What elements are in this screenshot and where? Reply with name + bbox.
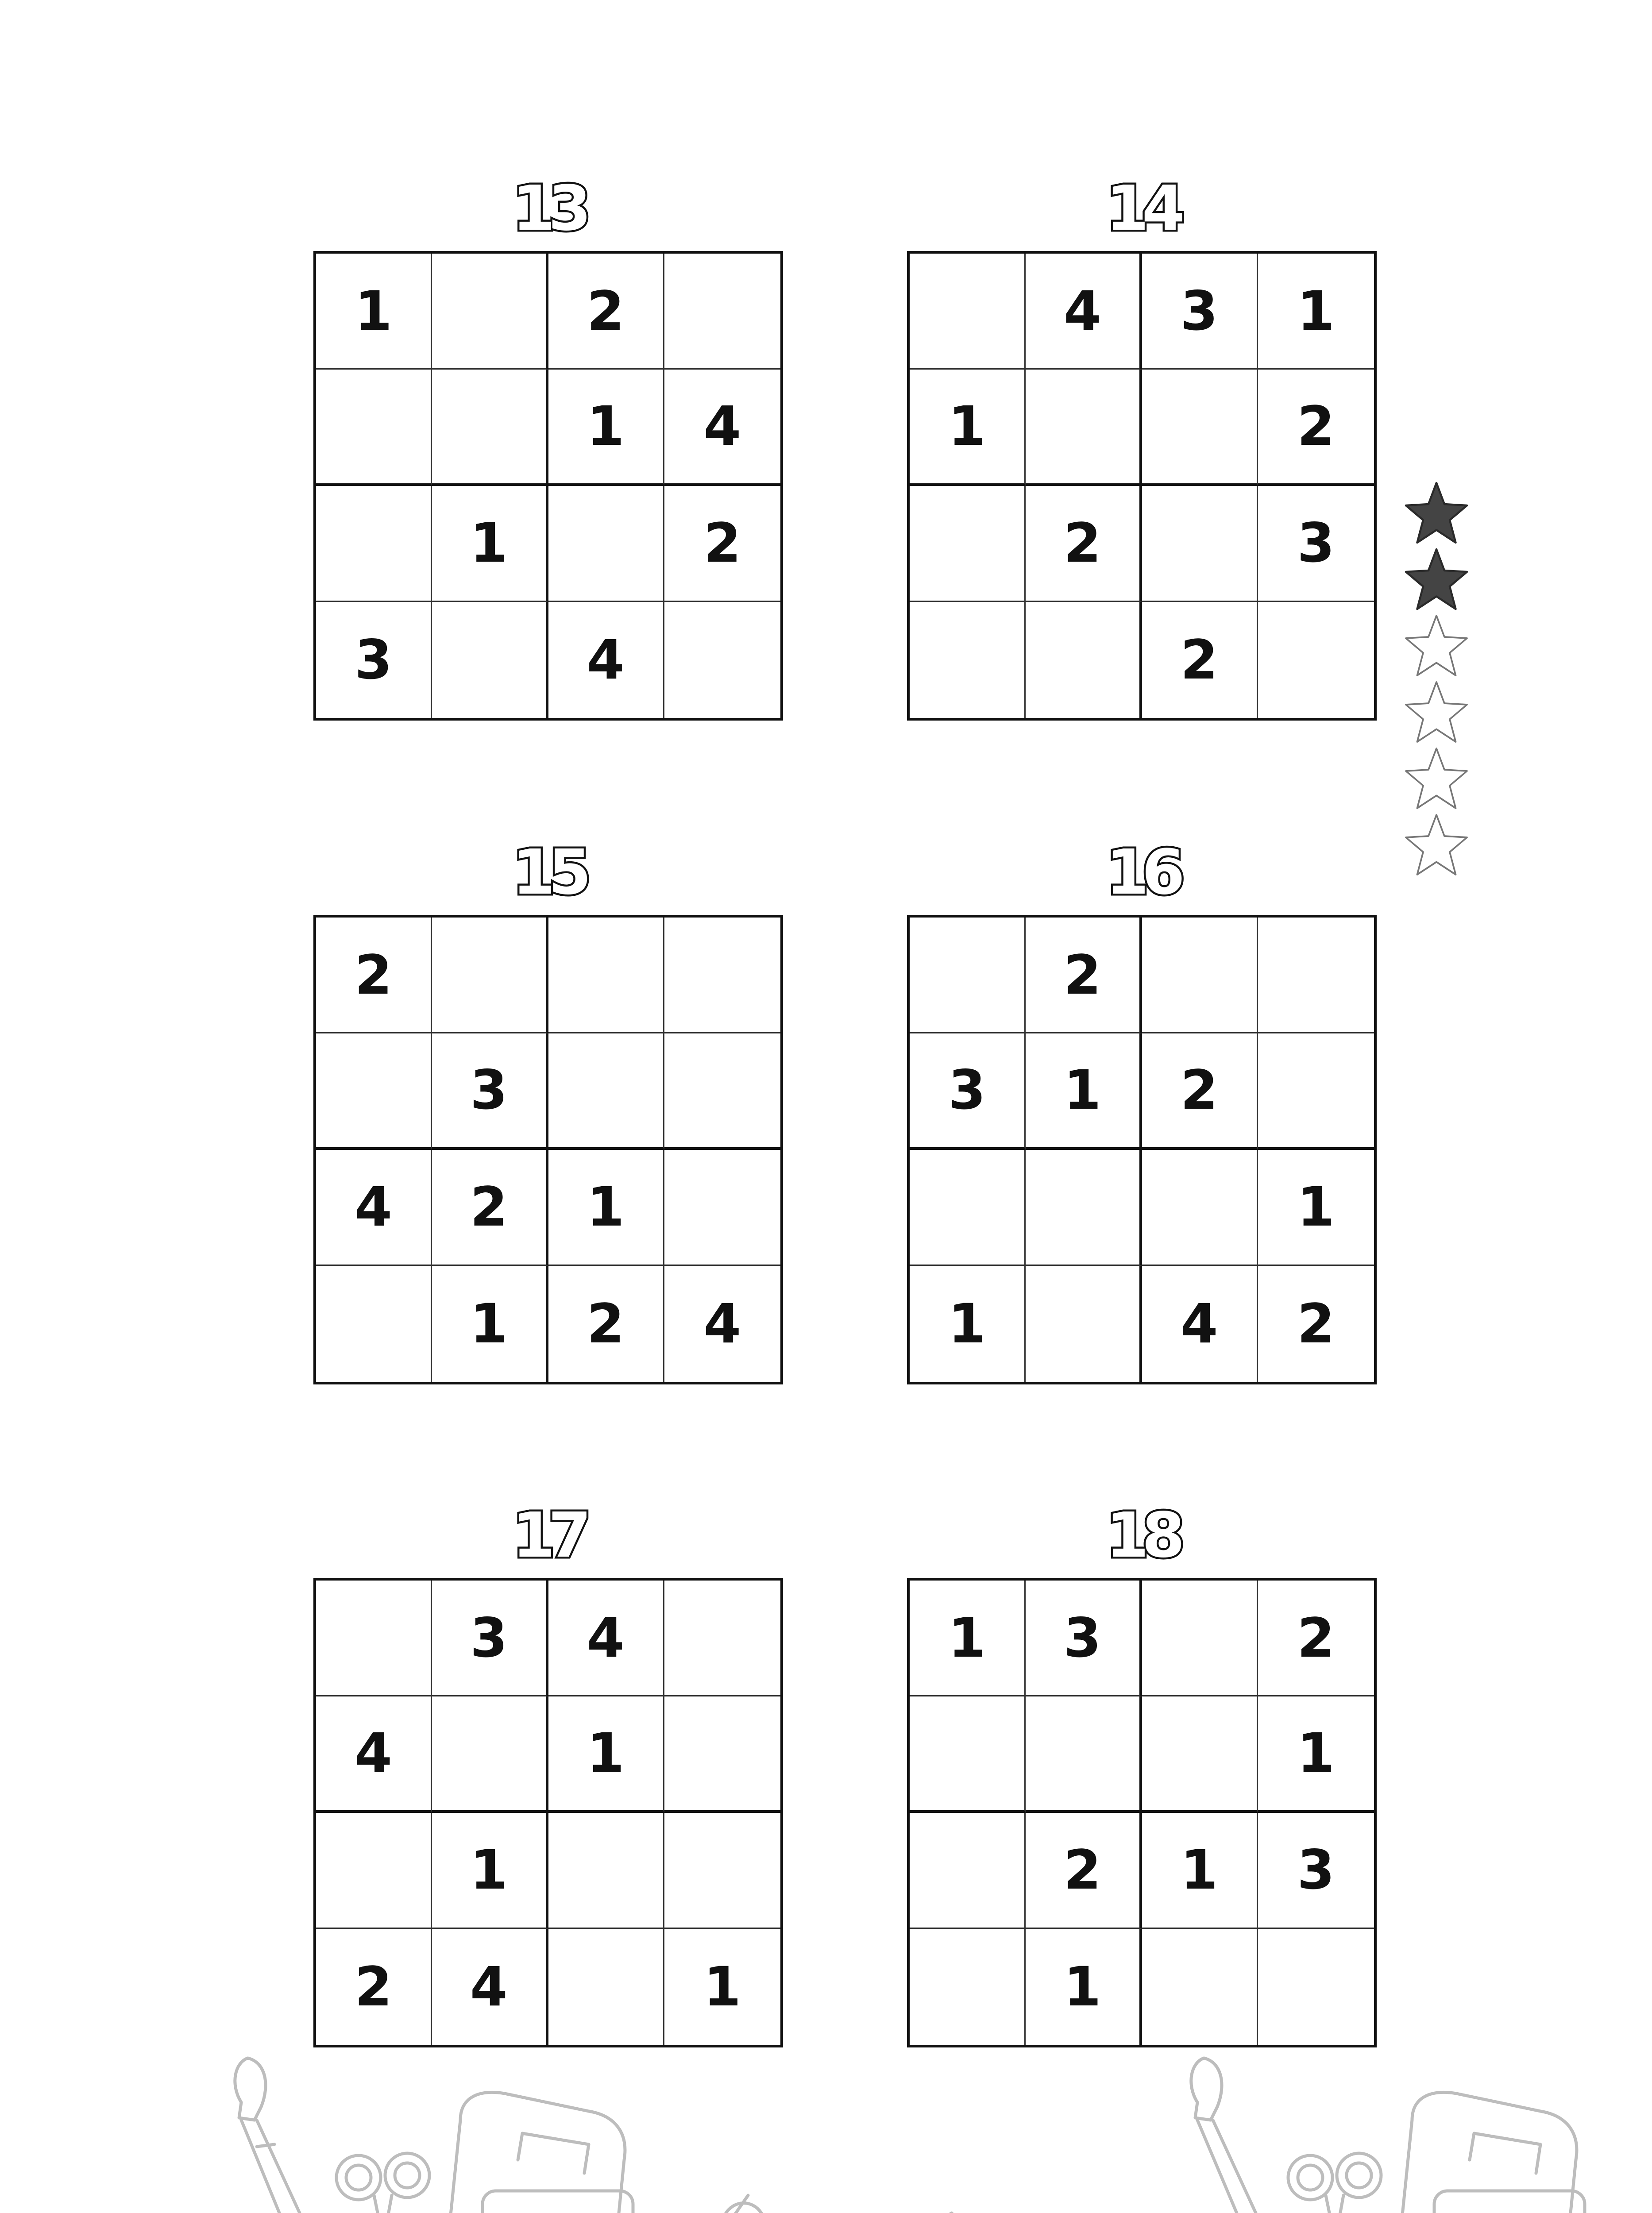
given-number-cell: 1 [1258, 1696, 1374, 1812]
given-number-cell: 1 [910, 1266, 1026, 1382]
sudoku-grid [313, 251, 783, 721]
given-number-cell: 2 [548, 254, 664, 370]
empty-cell[interactable] [1142, 1150, 1258, 1266]
puzzle-17 [313, 1500, 783, 2047]
empty-cell[interactable] [548, 1929, 664, 2045]
sudoku-grid [907, 1578, 1377, 2047]
empty-cell[interactable] [664, 918, 780, 1033]
empty-cell[interactable] [1142, 1696, 1258, 1812]
given-number-cell: 3 [1258, 486, 1374, 602]
puzzle-number: 15 [512, 837, 584, 909]
given-number-cell: 2 [548, 1266, 664, 1382]
given-number-cell: 3 [1026, 1581, 1142, 1696]
puzzle-14 [907, 173, 1377, 721]
empty-cell[interactable] [1026, 370, 1142, 486]
sudoku-grid [313, 915, 783, 1384]
empty-cell[interactable] [664, 1696, 780, 1812]
empty-cell[interactable] [664, 254, 780, 370]
given-number-cell: 1 [910, 1581, 1026, 1696]
given-number-cell: 3 [910, 1033, 1026, 1149]
given-number-cell: 2 [1026, 486, 1142, 602]
empty-cell[interactable] [910, 602, 1026, 718]
given-number-cell: 1 [432, 1813, 548, 1929]
sudoku-grid [907, 251, 1377, 721]
empty-cell[interactable] [1258, 602, 1374, 718]
empty-cell[interactable] [316, 1813, 432, 1929]
empty-cell[interactable] [664, 602, 780, 718]
star-icon [1403, 547, 1470, 613]
puzzle-15 [313, 837, 783, 1384]
empty-cell[interactable] [432, 370, 548, 486]
puzzle-number: 14 [1106, 173, 1178, 245]
given-number-cell: 2 [1258, 370, 1374, 486]
empty-cell[interactable] [1142, 918, 1258, 1033]
given-number-cell: 2 [316, 1929, 432, 2045]
given-number-cell: 4 [548, 1581, 664, 1696]
given-number-cell: 1 [548, 1150, 664, 1266]
scissors-icon [1288, 2153, 1381, 2213]
empty-cell[interactable] [664, 1033, 780, 1149]
paintbrush-icon [1191, 2058, 1293, 2213]
backpack-icon [443, 2093, 633, 2213]
empty-cell[interactable] [910, 254, 1026, 370]
empty-cell[interactable] [910, 1150, 1026, 1266]
empty-cell[interactable] [910, 486, 1026, 602]
empty-cell[interactable] [432, 254, 548, 370]
given-number-cell: 3 [432, 1581, 548, 1696]
empty-cell[interactable] [664, 1813, 780, 1929]
given-number-cell: 2 [1026, 1813, 1142, 1929]
empty-cell[interactable] [432, 602, 548, 718]
empty-cell[interactable] [1026, 1150, 1142, 1266]
empty-cell[interactable] [664, 1581, 780, 1696]
given-number-cell: 2 [432, 1150, 548, 1266]
puzzle-16 [907, 837, 1377, 1384]
empty-cell[interactable] [316, 370, 432, 486]
given-number-cell: 1 [1258, 254, 1374, 370]
empty-cell[interactable] [1258, 918, 1374, 1033]
empty-cell[interactable] [910, 1929, 1026, 2045]
star-icon [1403, 480, 1470, 547]
given-number-cell: 3 [1142, 254, 1258, 370]
puzzle-13 [313, 173, 783, 721]
given-number-cell: 1 [703, 1955, 741, 2018]
empty-cell[interactable] [316, 1266, 432, 1382]
empty-cell[interactable] [316, 1581, 432, 1696]
given-number-cell: 3 [316, 602, 432, 718]
given-number-cell: 3 [432, 1033, 548, 1149]
given-number-cell: 1 [548, 370, 664, 486]
paintbrush-icon [235, 2058, 336, 2213]
star-icon [1403, 812, 1470, 879]
puzzle-number: 16 [1106, 837, 1178, 909]
empty-cell[interactable] [1258, 1033, 1374, 1149]
difficulty-rating [1403, 480, 1470, 879]
empty-cell[interactable] [1026, 1266, 1142, 1382]
given-number-cell: 4 [664, 370, 780, 486]
given-number-cell: 4 [432, 1929, 548, 2045]
empty-cell[interactable] [1258, 1929, 1374, 2045]
puzzle-18 [907, 1500, 1377, 2047]
puzzle-number: 18 [1106, 1500, 1178, 1572]
empty-cell[interactable] [910, 1813, 1026, 1929]
empty-cell[interactable] [548, 486, 664, 602]
empty-cell[interactable] [910, 918, 1026, 1033]
sudoku-grid [313, 1578, 783, 2047]
given-number-cell: 2 [1258, 1581, 1374, 1696]
stapler-icon [691, 2195, 792, 2213]
given-number-cell: 1 [1258, 1150, 1374, 1266]
given-number-cell: 2 [316, 918, 432, 1033]
school-supplies-decoration [0, 2045, 1652, 2213]
given-number-cell: 2 [1026, 918, 1142, 1033]
empty-cell[interactable] [548, 1813, 664, 1929]
backpack-icon [1394, 2093, 1585, 2213]
sudoku-grid [907, 915, 1377, 1384]
given-number-cell: 4 [548, 602, 664, 718]
given-number-cell: 3 [1258, 1813, 1374, 1929]
empty-cell[interactable] [548, 918, 664, 1033]
given-number-cell: 1 [432, 1266, 548, 1382]
empty-cell[interactable] [316, 486, 432, 602]
empty-cell[interactable] [1142, 1929, 1258, 2045]
empty-cell[interactable] [910, 1696, 1026, 1812]
given-number-cell: 1 [548, 1696, 664, 1812]
star-icon [1403, 746, 1470, 812]
given-number-cell: 4 [703, 1292, 741, 1355]
empty-cell[interactable] [432, 918, 548, 1033]
empty-cell[interactable] [1026, 602, 1142, 718]
given-number-cell: 4 [1142, 1266, 1258, 1382]
empty-cell[interactable] [1142, 486, 1258, 602]
star-icon [1403, 679, 1470, 746]
given-number-cell: 1 [432, 486, 548, 602]
empty-cell[interactable] [664, 1150, 780, 1266]
given-number-cell: 2 [1142, 602, 1258, 718]
puzzle-number: 13 [512, 173, 584, 245]
given-number-cell: 4 [316, 1150, 432, 1266]
empty-cell[interactable] [1142, 370, 1258, 486]
given-number-cell: 1 [1026, 1929, 1142, 2045]
given-number-cell: 1 [1026, 1033, 1142, 1149]
star-icon [1403, 613, 1470, 679]
given-number-cell: 4 [316, 1696, 432, 1812]
empty-cell[interactable] [316, 1033, 432, 1149]
empty-cell[interactable] [548, 1033, 664, 1149]
given-number-cell: 1 [910, 370, 1026, 486]
given-number-cell: 2 [664, 486, 780, 602]
given-number-cell: 2 [1142, 1033, 1258, 1149]
given-number-cell: 2 [1297, 1292, 1335, 1355]
empty-cell[interactable] [1026, 1696, 1142, 1812]
given-number-cell: 1 [316, 254, 432, 370]
scissors-icon [336, 2153, 429, 2213]
puzzle-number: 17 [512, 1500, 584, 1572]
given-number-cell: 4 [1026, 254, 1142, 370]
empty-cell[interactable] [432, 1696, 548, 1812]
given-number-cell: 1 [1142, 1813, 1258, 1929]
empty-cell[interactable] [1142, 1581, 1258, 1696]
